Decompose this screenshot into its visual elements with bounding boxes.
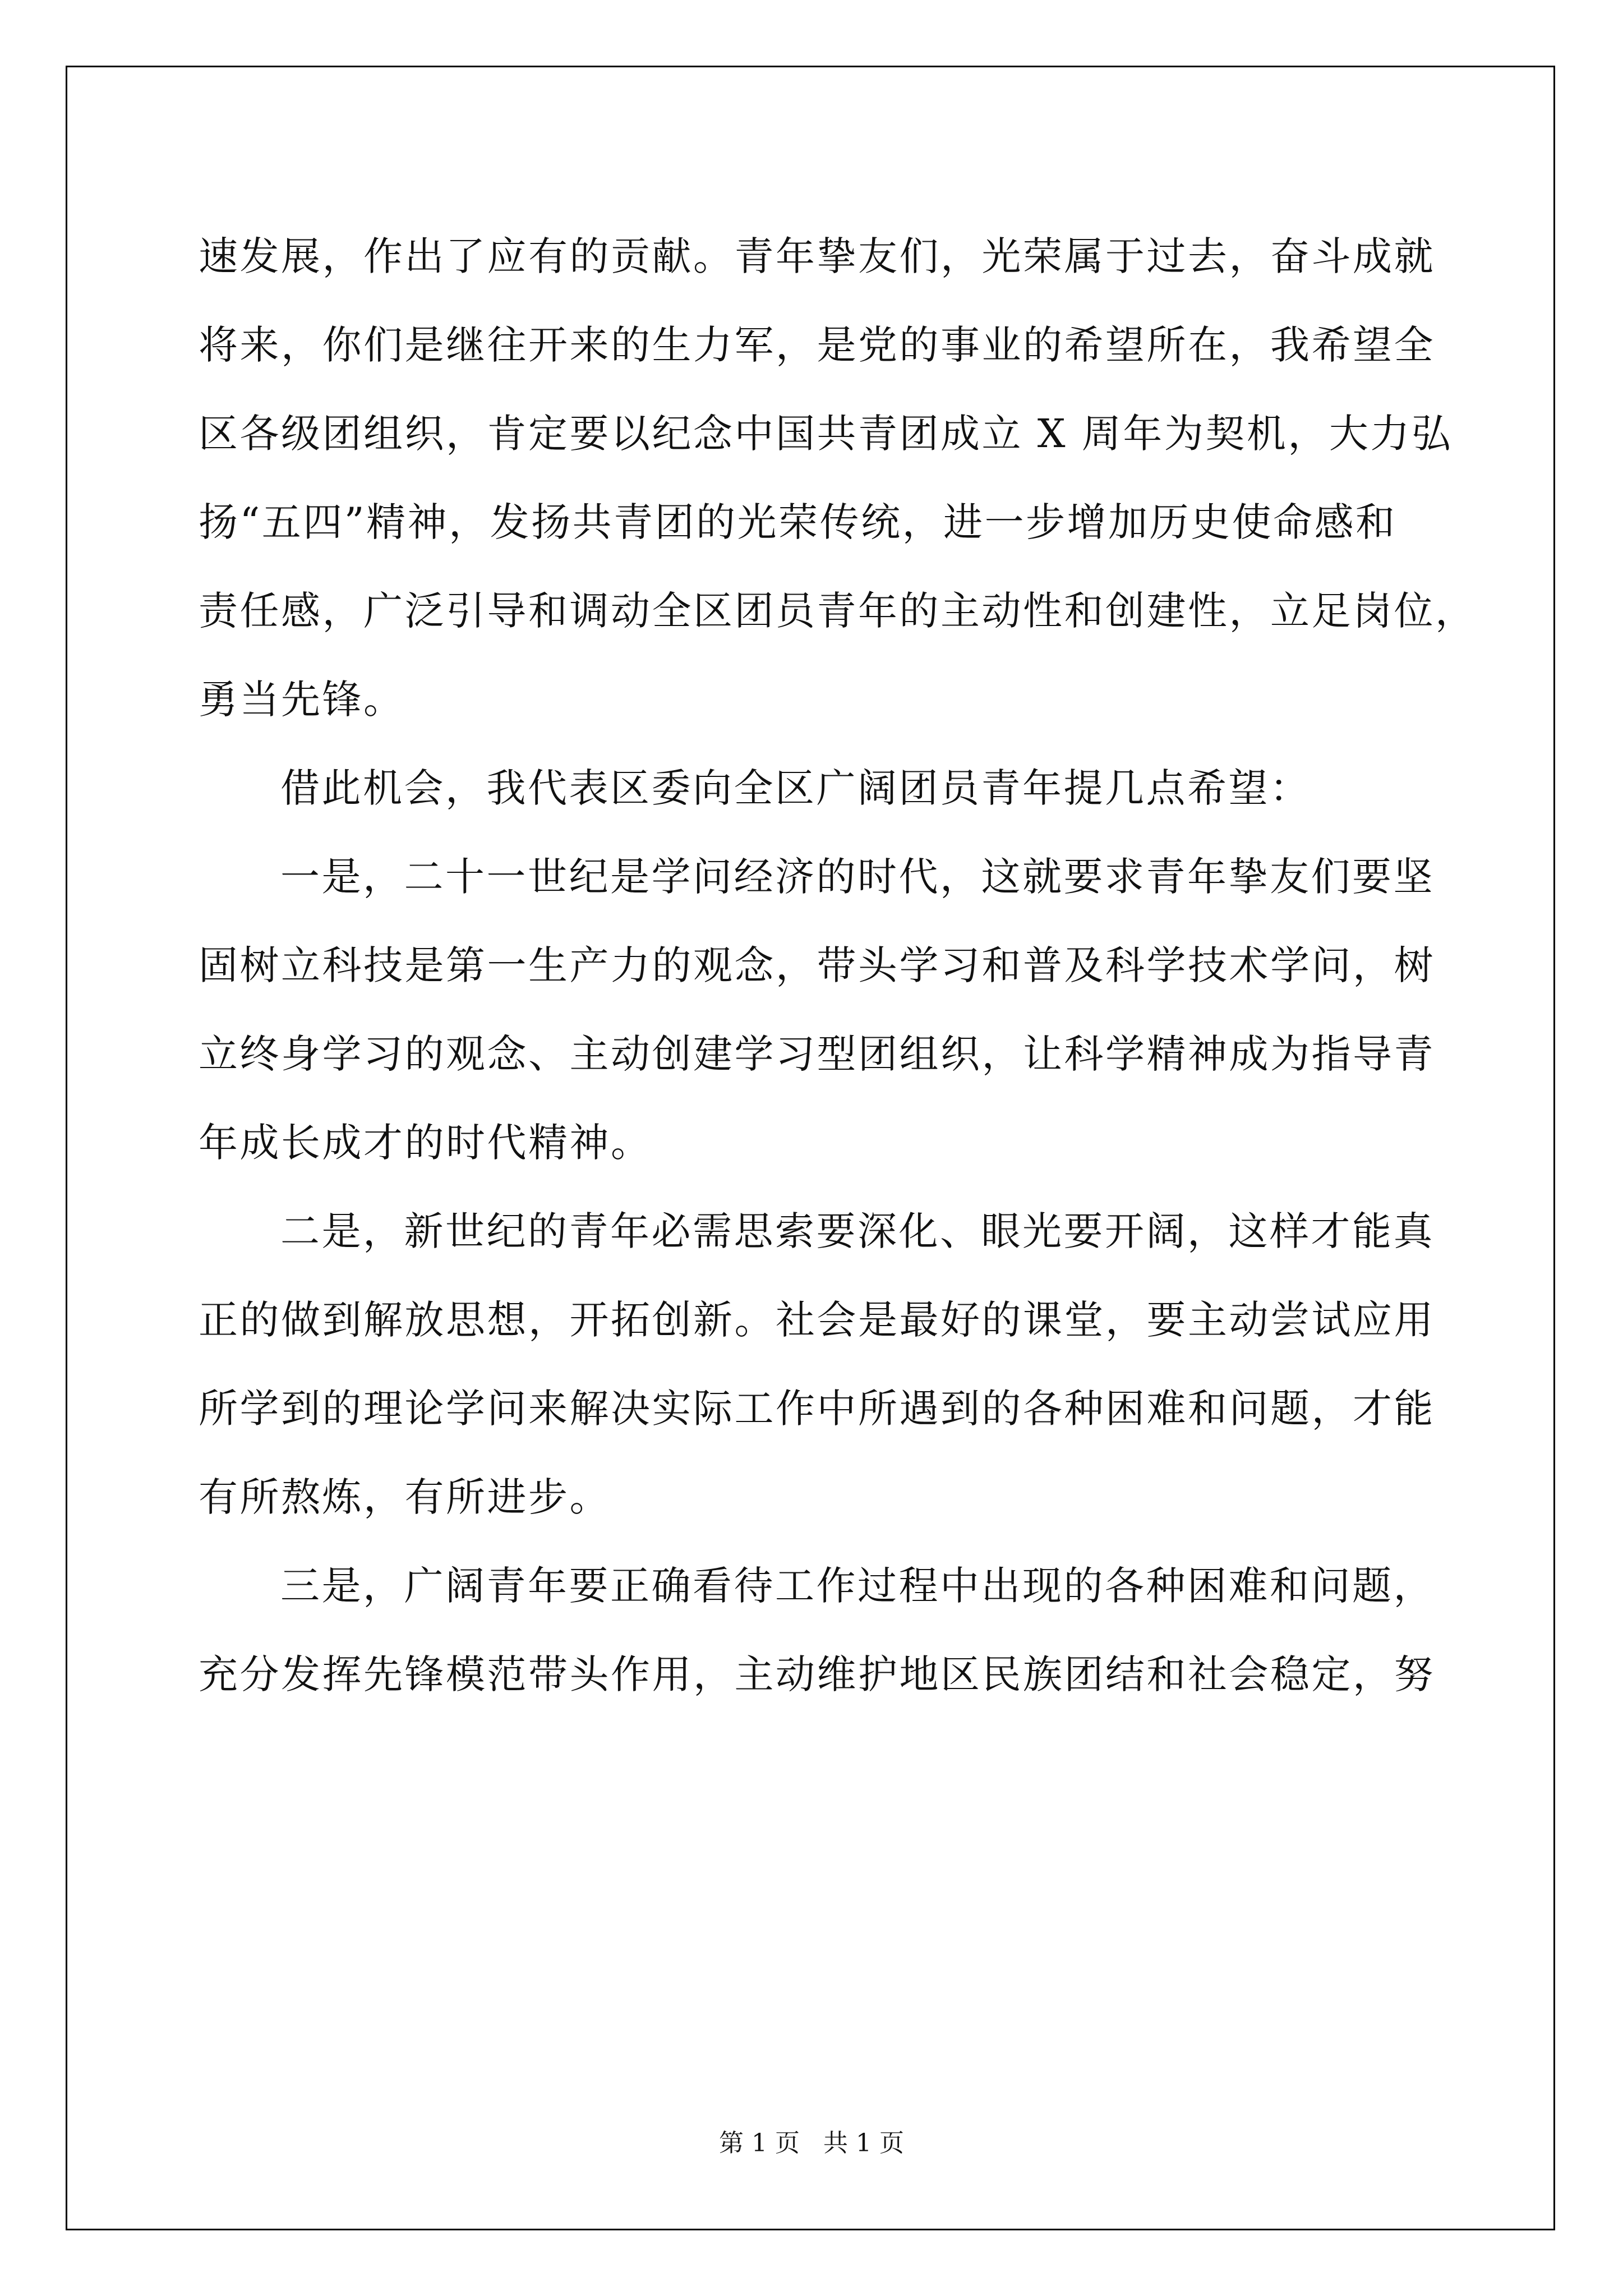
text-line-5: 责任感，广泛引导和调动全区团员青年的主动性和创建性，立足岗位， (199, 588, 1477, 634)
document-body (199, 212, 1477, 1719)
text-line-4: 扬“五四”精神，发扬共青团的光荣传统，进一步增加历史使命感和 (199, 499, 1397, 545)
text-line-11: 年成长成才的时代精神。 (199, 1120, 652, 1166)
text-line-15: 有所熬炼，有所进步。 (199, 1474, 611, 1520)
text-line-3: 区各级团组织，肯定要以纪念中国共青团成立 X 周年为契机，大力弘 (199, 411, 1453, 457)
text-line-10: 立终身学习的观念、主动创建学习型团组织，让科学精神成为指导青 (199, 1031, 1435, 1077)
text-line-7: 借此机会，我代表区委向全区广阔团员青年提几点希望： (280, 765, 1311, 811)
text-line-14: 所学到的理论学问来解决实际工作中所遇到的各种困难和问题，才能 (199, 1386, 1435, 1432)
text-line-8: 一是，二十一世纪是学问经济的时代，这就要求青年挚友们要坚 (280, 854, 1435, 900)
text-line-9: 固树立科技是第一生产力的观念，带头学习和普及科学技术学问，树 (199, 942, 1435, 988)
text-line-13: 正的做到解放思想，开拓创新。社会是最好的课堂，要主动尝试应用 (199, 1297, 1435, 1343)
text-line-2: 将来，你们是继往开来的生力军，是党的事业的希望所在，我希望全 (199, 322, 1435, 368)
text-line-12: 二是，新世纪的青年必需思索要深化、眼光要开阔，这样才能真 (280, 1208, 1435, 1254)
text-line-6: 勇当先锋。 (199, 677, 405, 723)
page-total: 共 1 页 (823, 2129, 904, 2157)
footer-gap (800, 2129, 823, 2157)
text-line-16: 三是，广阔青年要正确看待工作过程中出现的各种困难和问题， (280, 1563, 1435, 1609)
text-line-1: 速发展，作出了应有的贡献。青年挚友们，光荣属于过去，奋斗成就 (199, 233, 1435, 279)
page-number: 第 1 页 (719, 2129, 800, 2157)
page-footer (0, 2123, 1623, 2159)
text-line-17: 充分发挥先锋模范带头作用，主动维护地区民族团结和社会稳定，努 (199, 1651, 1435, 1697)
